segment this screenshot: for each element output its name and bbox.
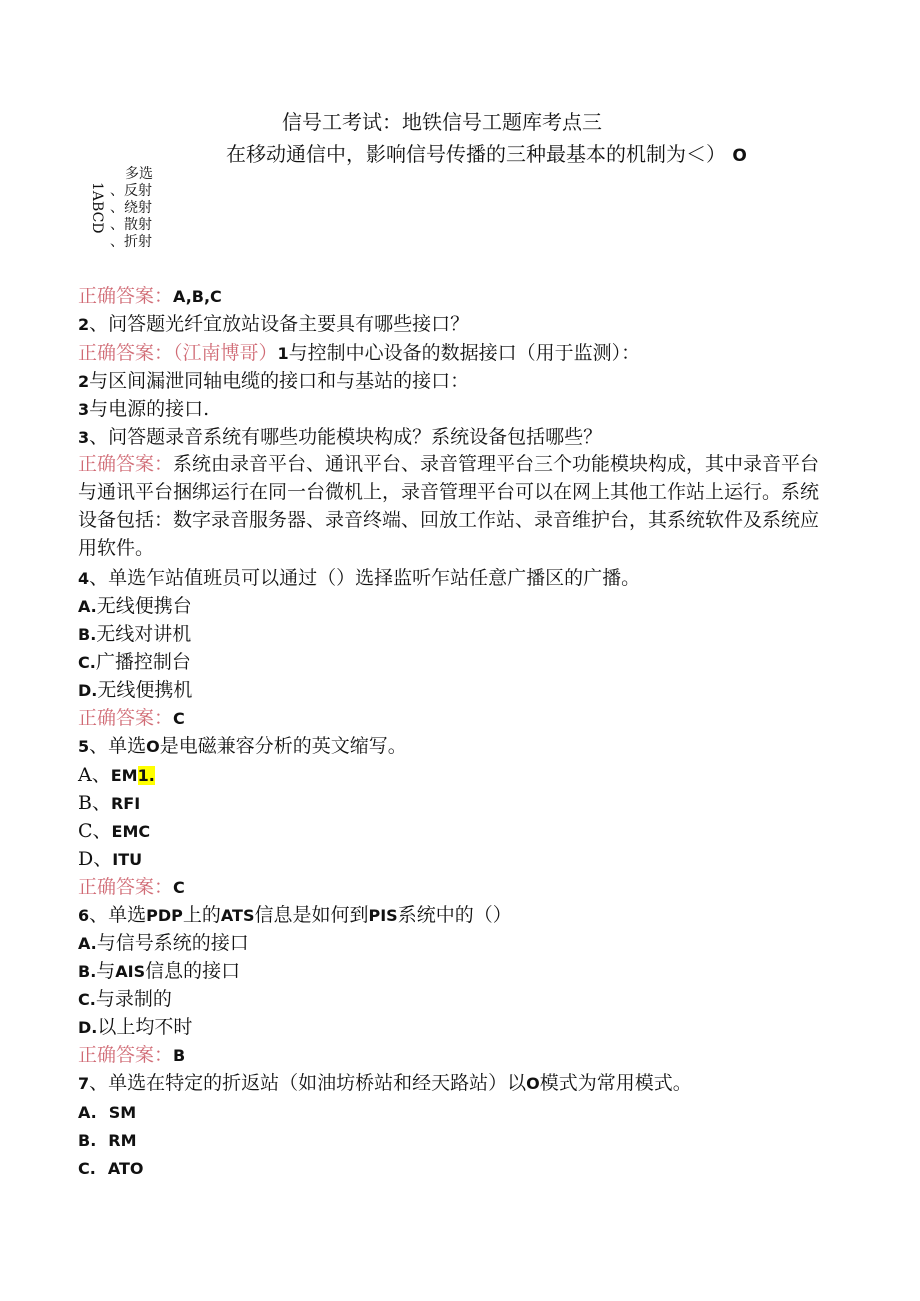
option-key: C. bbox=[78, 990, 96, 1009]
question-1-option-b: 、绕射 bbox=[110, 200, 152, 216]
question-7-stem-a: 、单选在特定的折返站（如油坊桥站和经天路站）以 bbox=[89, 1072, 527, 1094]
answer-label: 正确答案： bbox=[78, 453, 174, 475]
question-7-option-a bbox=[78, 1100, 136, 1125]
option-key: C、 bbox=[78, 820, 112, 842]
option-key: A. bbox=[78, 934, 97, 953]
option-key: D. bbox=[78, 681, 98, 700]
question-number: 2 bbox=[78, 315, 90, 334]
question-7-stem-b: 模式为常用模式。 bbox=[539, 1072, 692, 1094]
answer-line-1: 与控制中心设备的数据接口（用于监测）： bbox=[288, 342, 641, 364]
option-key: A、 bbox=[78, 764, 111, 786]
answer-source: （江南博哥） bbox=[173, 342, 278, 364]
question-6-option-c bbox=[78, 987, 172, 1012]
question-4-answer bbox=[78, 706, 185, 731]
question-5-option-c bbox=[78, 819, 150, 844]
answer-value: C bbox=[173, 709, 185, 728]
page-title: 信号工考试：地铁信号工题库考点三 bbox=[282, 110, 602, 134]
highlighted-text: 1. bbox=[137, 766, 155, 785]
question-5-text bbox=[78, 734, 407, 759]
question-1-text bbox=[226, 142, 747, 168]
question-4-option-d bbox=[78, 678, 192, 703]
answer-value: B bbox=[173, 1046, 186, 1065]
question-3-text bbox=[78, 425, 602, 450]
question-2-answer-line-2 bbox=[78, 369, 469, 394]
answer-value: A,B,C bbox=[173, 287, 222, 306]
option-key: B. bbox=[78, 962, 97, 981]
option-key: B. bbox=[78, 625, 97, 644]
question-6-option-b bbox=[78, 959, 240, 984]
question-2-text bbox=[78, 312, 469, 337]
question-1-stem: 在移动通信中，影响信号传播的三种最基本的机制为＜） bbox=[226, 142, 726, 166]
answer-line-3: 与电源的接口. bbox=[89, 398, 210, 420]
question-4-option-b bbox=[78, 622, 191, 647]
option-value: ITU bbox=[112, 850, 143, 869]
question-5-stem-b: 是电磁兼容分析的英文缩写。 bbox=[159, 735, 407, 757]
option-value: RM bbox=[108, 1131, 137, 1150]
question-4-stem: 、单选乍站值班员可以通过（）选择监听乍站任意广播区的广播。 bbox=[89, 567, 641, 589]
question-2-answer-line-3 bbox=[78, 397, 209, 422]
option-key: A. bbox=[78, 597, 97, 616]
question-7-blank: O bbox=[526, 1074, 540, 1093]
option-value: 广播控制台 bbox=[95, 651, 191, 673]
question-2-stem: 、问答题光纤宜放站设备主要具有哪些接口？ bbox=[89, 313, 470, 335]
question-6-stem-d: 系统中的（） bbox=[397, 904, 512, 926]
question-6-stem-b: 上的 bbox=[182, 904, 221, 926]
question-1-suffix: O bbox=[732, 146, 747, 166]
question-6-stem-a: 、单选 bbox=[89, 904, 147, 926]
option-value: SM bbox=[108, 1103, 137, 1122]
question-1-answer bbox=[78, 284, 222, 309]
answer-label: 正确答案： bbox=[78, 876, 174, 898]
question-1-option-a: 、反射 bbox=[110, 183, 152, 199]
option-key: C. bbox=[78, 653, 96, 672]
option-value: 信息的接口 bbox=[145, 960, 241, 982]
question-5-answer bbox=[78, 875, 185, 900]
option-value: RFI bbox=[110, 794, 141, 813]
option-value: 与录制的 bbox=[95, 988, 172, 1010]
option-value-prefix: 与 bbox=[96, 960, 116, 982]
term-ais: AIS bbox=[115, 962, 146, 981]
answer-label: 正确答案： bbox=[78, 285, 174, 307]
option-value: 与信号系统的接口 bbox=[96, 932, 249, 954]
question-4-option-c bbox=[78, 650, 191, 675]
option-value: 无线便携机 bbox=[97, 679, 193, 701]
answer-value: C bbox=[173, 878, 185, 897]
question-2-answer bbox=[78, 341, 640, 366]
question-6-text bbox=[78, 903, 512, 928]
question-6-answer bbox=[78, 1043, 185, 1068]
question-6-stem-c: 信息是如何到 bbox=[254, 904, 369, 926]
option-key: D. bbox=[78, 1018, 98, 1037]
question-1-type: 多选 bbox=[125, 166, 153, 182]
question-5-blank: O bbox=[146, 737, 160, 756]
question-number: 3 bbox=[78, 428, 90, 447]
question-1-option-d: 、折射 bbox=[110, 234, 152, 250]
option-key: D、 bbox=[78, 848, 113, 870]
option-key: C. bbox=[78, 1159, 96, 1178]
question-1-rotated-labels: 1ABCD bbox=[89, 182, 105, 234]
question-3-stem: 、问答题录音系统有哪些功能模块构成？系统设备包括哪些？ bbox=[89, 426, 603, 448]
option-key: A. bbox=[78, 1103, 97, 1122]
item-number: 3 bbox=[78, 400, 90, 419]
answer-line-2: 与区间漏泄同轴电缆的接口和与基站的接口： bbox=[89, 370, 470, 392]
question-7-text bbox=[78, 1071, 692, 1096]
option-value: 无线便携台 bbox=[96, 595, 192, 617]
option-value: 以上均不时 bbox=[97, 1016, 193, 1038]
option-value: EM bbox=[110, 766, 138, 785]
item-number: 2 bbox=[78, 372, 90, 391]
option-value: EMC bbox=[111, 822, 151, 841]
question-6-option-a bbox=[78, 931, 249, 956]
question-6-option-d bbox=[78, 1015, 192, 1040]
question-5-option-d bbox=[78, 847, 142, 872]
answer-label: 正确答案： bbox=[78, 707, 174, 729]
question-number: 6 bbox=[78, 906, 90, 925]
question-4-option-a bbox=[78, 594, 192, 619]
item-number: 1 bbox=[277, 344, 289, 363]
question-number: 7 bbox=[78, 1074, 90, 1093]
option-key: B. bbox=[78, 1131, 97, 1150]
answer-text: 系统由录音平台、通讯平台、录音管理平台三个功能模块构成，其中录音平台与通讯平台捆绑运行在同一台微机上，录音管理平台可以在网上其他工作站上运行。系统设备包括：数字录音服务器、录音终端、回放工作站、录音维护台，其系统软件及系统应用软件。 bbox=[78, 453, 820, 559]
term-ats: ATS bbox=[220, 906, 255, 925]
question-number: 5 bbox=[78, 737, 90, 756]
question-5-option-a bbox=[78, 763, 155, 788]
question-5-stem-a: 、单选 bbox=[89, 735, 147, 757]
question-7-option-b bbox=[78, 1128, 137, 1153]
option-value: ATO bbox=[107, 1159, 144, 1178]
question-4-text bbox=[78, 566, 640, 591]
answer-label: 正确答案： bbox=[78, 342, 174, 364]
question-1-option-c: 、散射 bbox=[110, 217, 152, 233]
question-number: 4 bbox=[78, 569, 90, 588]
term-pdp: PDP bbox=[146, 906, 183, 925]
question-7-option-c bbox=[78, 1156, 143, 1181]
option-key: B、 bbox=[78, 792, 111, 814]
option-value: 无线对讲机 bbox=[96, 623, 192, 645]
term-pis: PIS bbox=[368, 906, 398, 925]
question-5-option-b bbox=[78, 791, 140, 816]
question-3-answer bbox=[78, 450, 820, 562]
answer-label: 正确答案： bbox=[78, 1044, 174, 1066]
